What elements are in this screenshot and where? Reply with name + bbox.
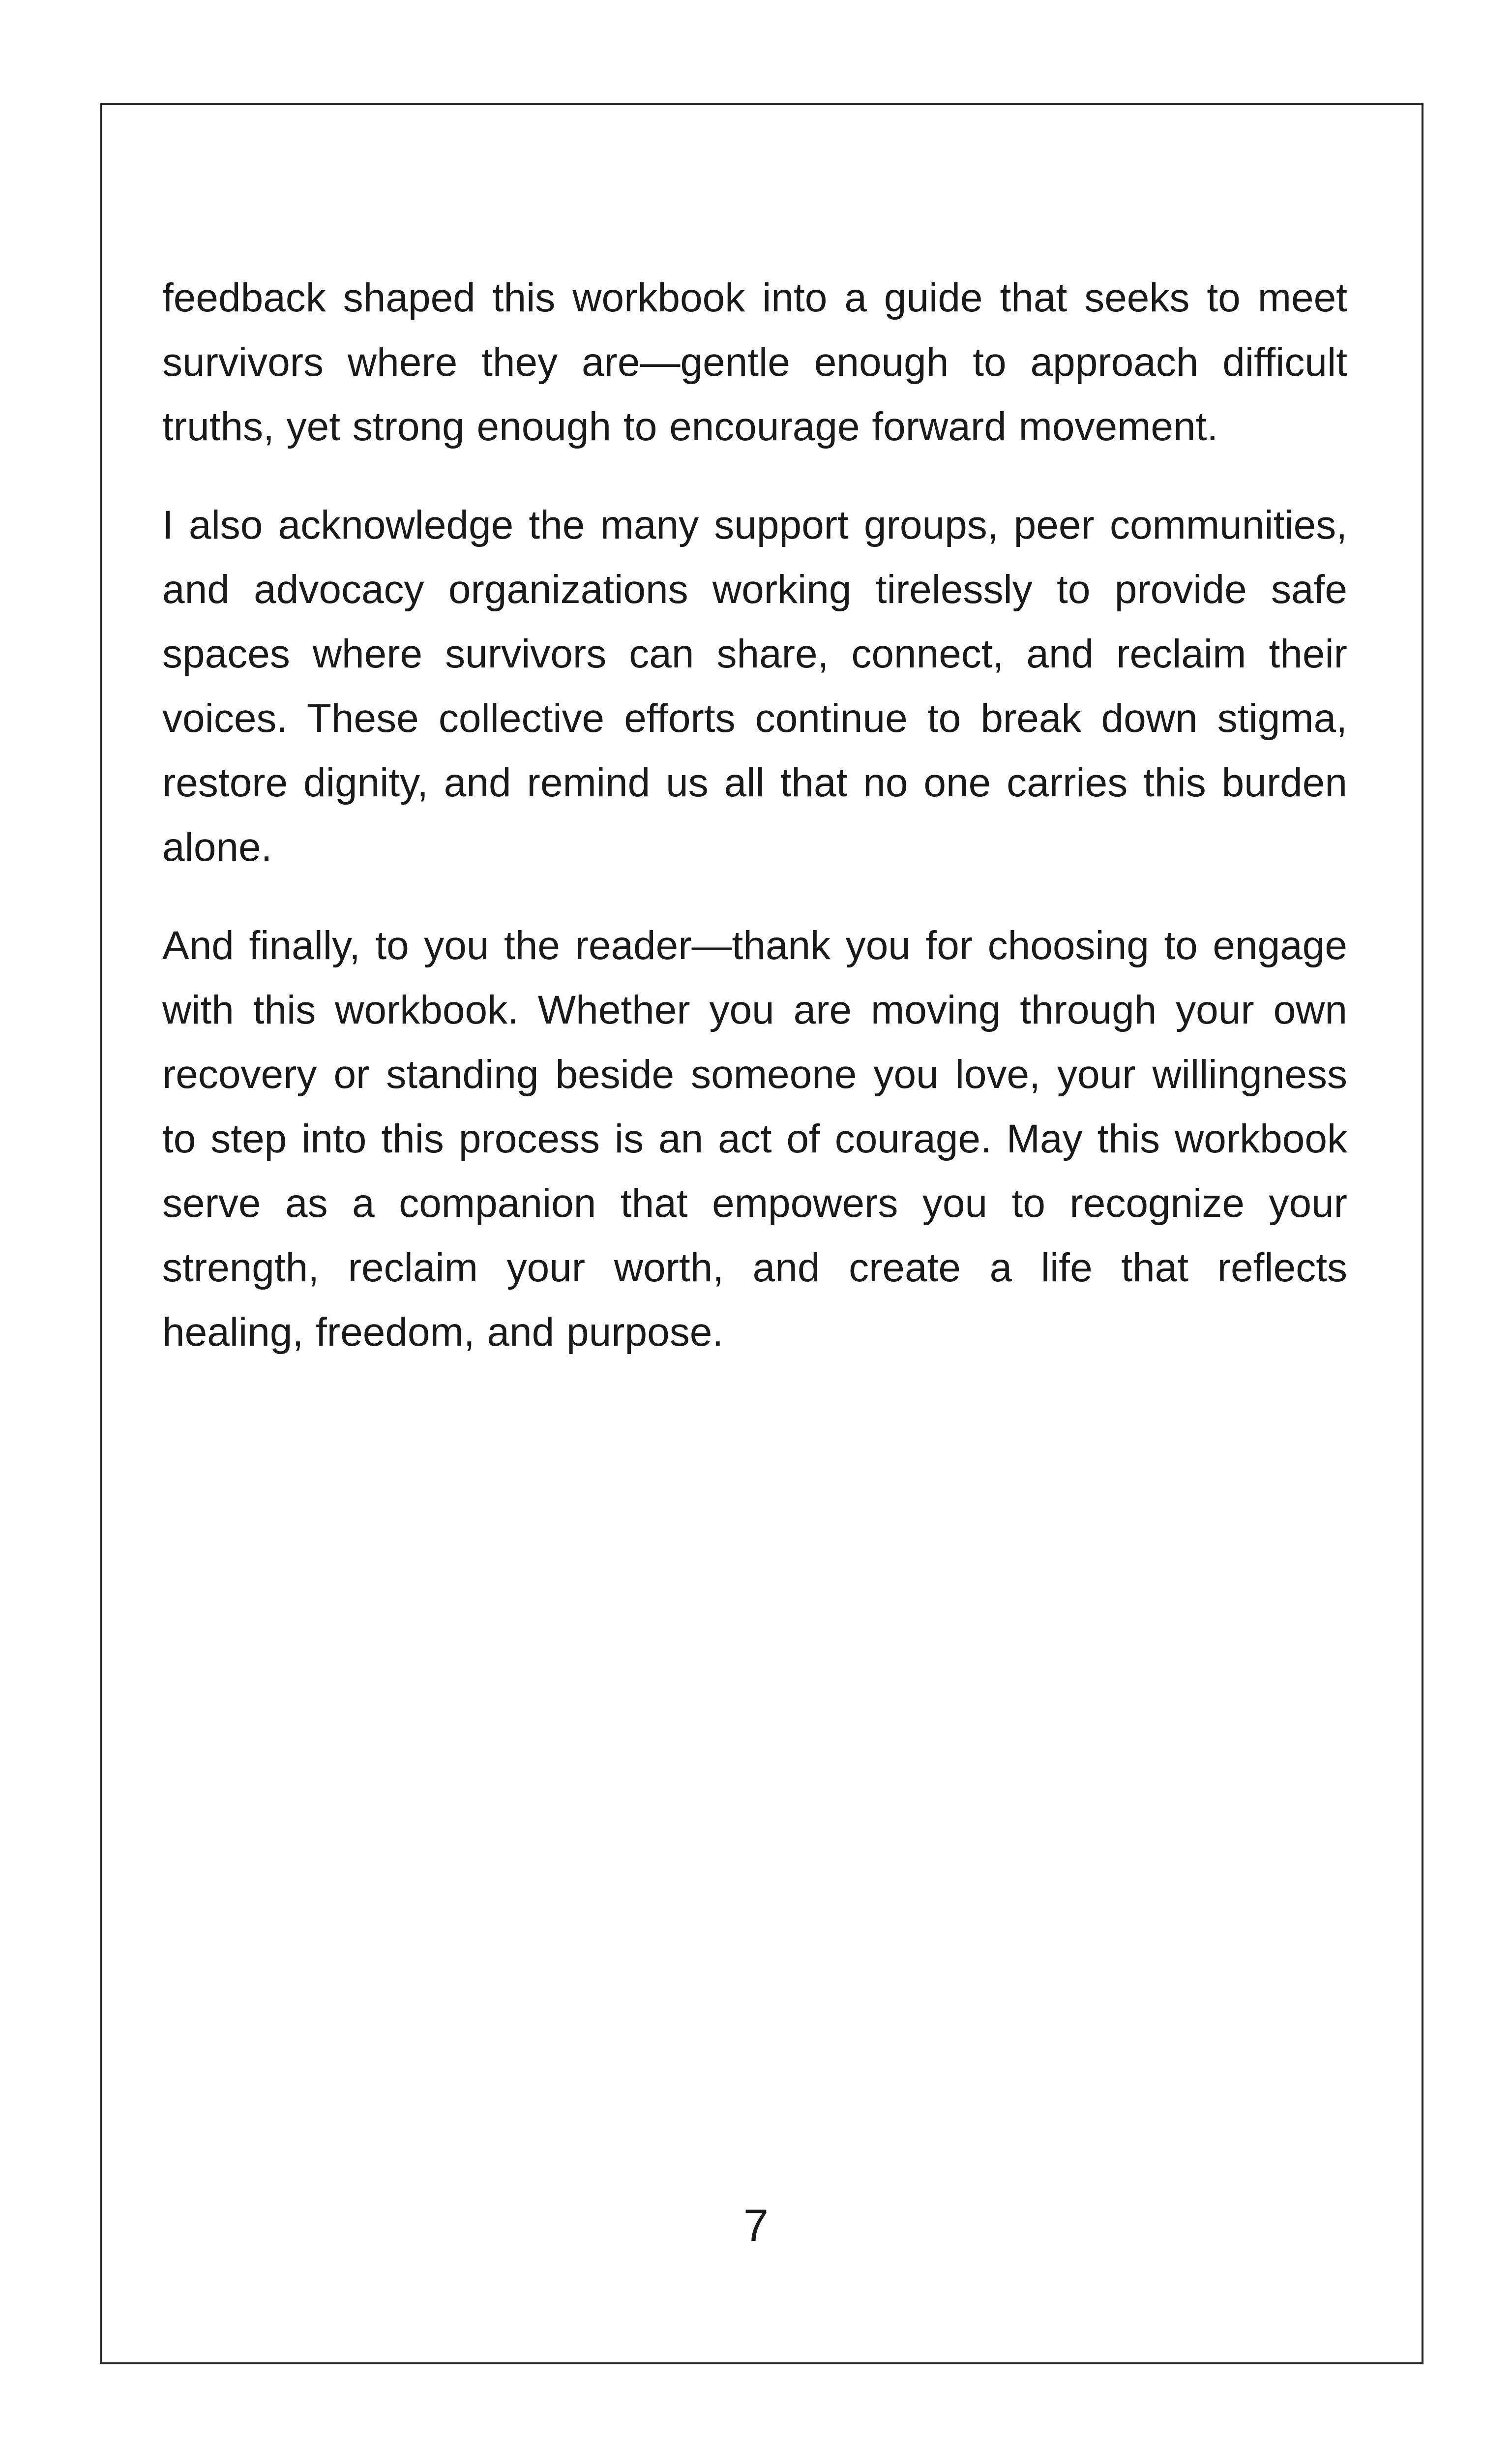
paragraph-acknowledgement: I also acknowledge the many support groups, peer communities, and advocacy organizations working tirelessly to provide safe spaces where survivors can share, connect, and reclaim their voices. These collective efforts continue to break down stigma, restore dignity, and remind us all that no one carries this burden alone. [162,503,1347,870]
body-text [162,266,1347,1398]
paragraph-feedback: feedback shaped this workbook into a guide that seeks to meet survivors where they are—gentle enough to approach difficult truths, yet strong enough to encourage forward movement. [162,275,1347,449]
paragraph-reader-thanks: And finally, to you the reader—thank you for choosing to engage with this workbook. Whether you are moving through your own recovery or standing beside someone you love, your willingness to step into this process is an act of courage. May this workbook serve as a companion that empowers you to recognize your strength, reclaim your worth, and create a life that reflects healing, freedom, and purpose. [162,923,1347,1355]
page-number: 7 [743,2201,769,2251]
